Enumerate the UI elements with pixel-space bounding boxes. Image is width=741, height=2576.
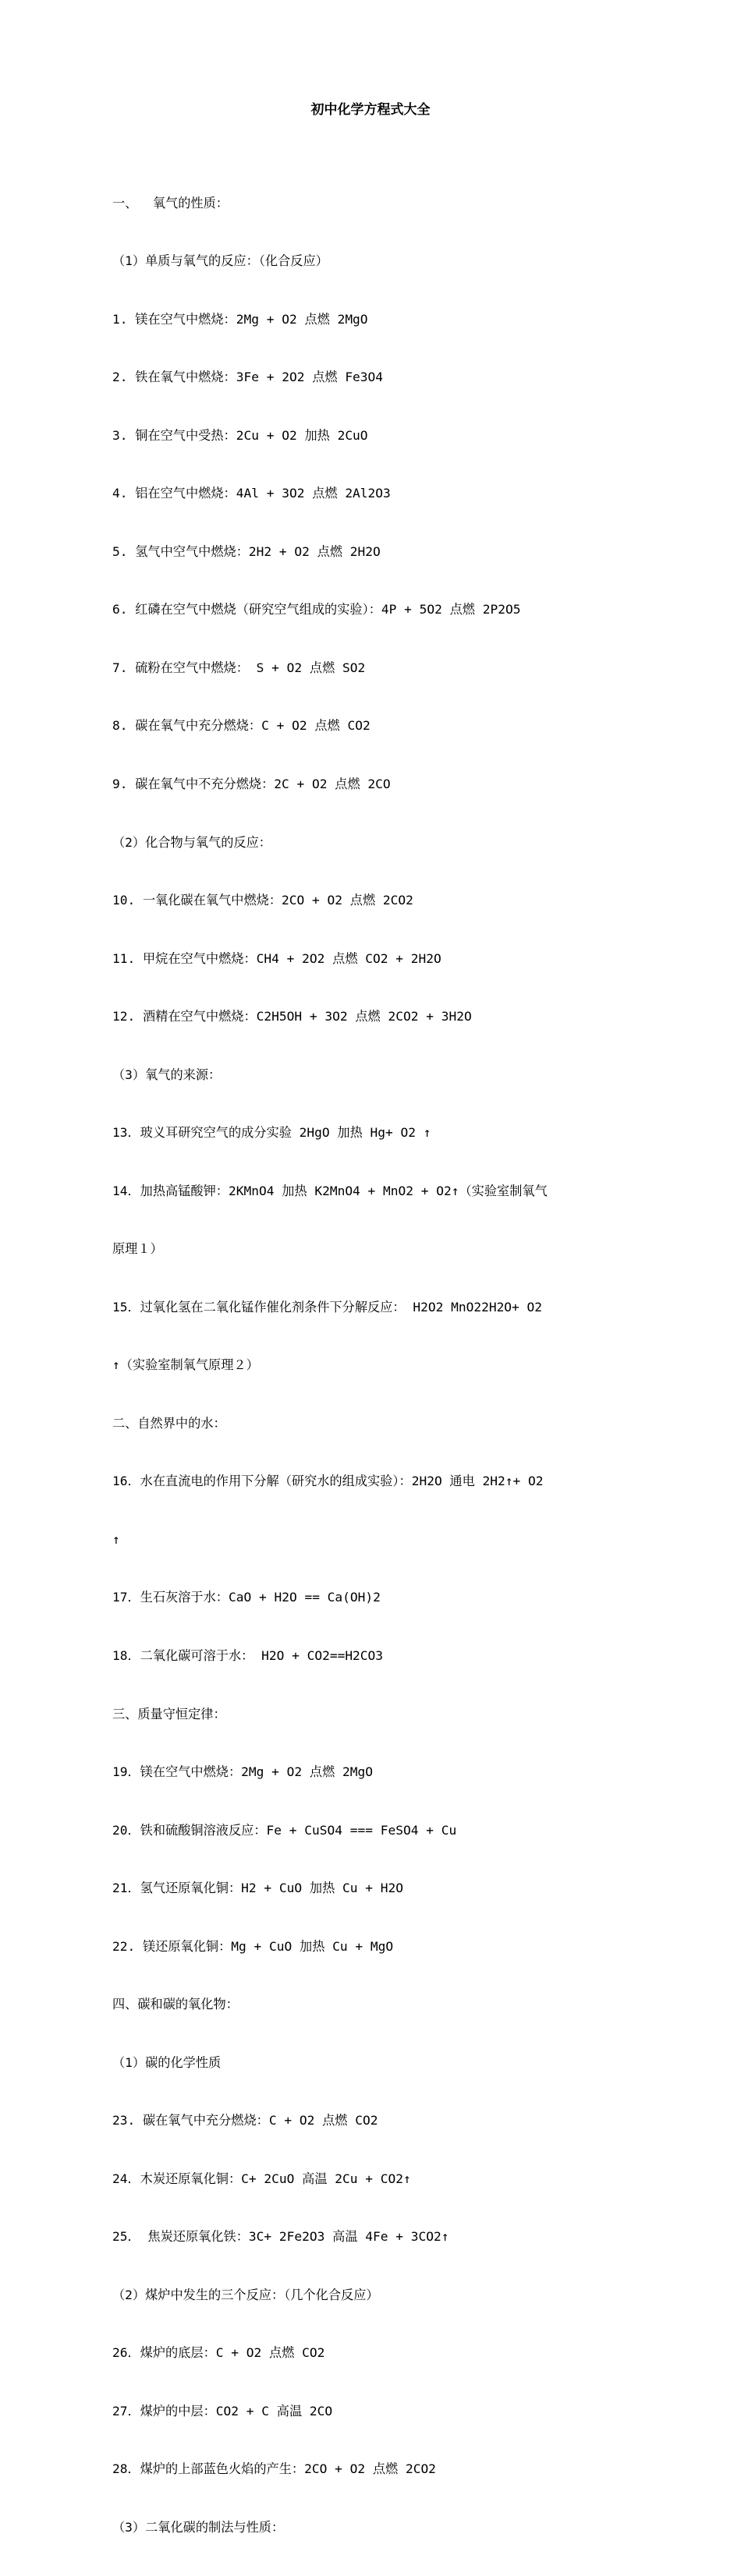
equation-line: 11. 甲烷在空气中燃烧：CH4 + 2O2 点燃 CO2 + 2H2O <box>112 950 441 966</box>
equation-line: 8. 碳在氧气中充分燃烧：C + O2 点燃 CO2 <box>112 718 370 734</box>
equation-line: 14．加热高锰酸钾：2KMnO4 加热 K2MnO4 + MnO2 + O2↑（实验室制氧气 <box>112 1183 548 1198</box>
equation-line: 17．生石灰溶于水：CaO + H2O == Ca(OH)2 <box>112 1590 381 1605</box>
subsection-heading: （1）碳的化学性质 <box>112 2054 222 2070</box>
section-heading-mass-conservation: 三、质量守恒定律： <box>112 1706 226 1721</box>
subsection-heading: （2）煤炉中发生的三个反应：（几个化合反应） <box>112 2287 379 2302</box>
equation-line: 28．煤炉的上部蓝色火焰的产生：2CO + O2 点燃 2CO2 <box>112 2461 436 2477</box>
section-heading-water: 二、自然界中的水： <box>112 1415 226 1431</box>
equation-line: 26．煤炉的底层：C + O2 点燃 CO2 <box>112 2345 325 2361</box>
equation-line: 2. 铁在氧气中燃烧：3Fe + 2O2 点燃 Fe3O4 <box>112 370 384 385</box>
equation-line: 6. 红磷在空气中燃烧（研究空气组成的实验）：4P + 5O2 点燃 2P2O5 <box>112 602 521 617</box>
equation-line: 12. 酒精在空气中燃烧：C2H5OH + 3O2 点燃 2CO2 + 3H2O <box>112 1009 472 1024</box>
equation-line: 23. 碳在氧气中充分燃烧：C + O2 点燃 CO2 <box>112 2113 378 2128</box>
equation-line: 22. 镁还原氧化铜：Mg + CuO 加热 Cu + MgO <box>112 1938 394 1954</box>
subsection-heading: （1）单质与氧气的反应：（化合反应） <box>112 253 328 269</box>
section-heading-oxygen: 一、 氧气的性质： <box>112 195 229 211</box>
equation-line: 10. 一氧化碳在氧气中燃烧：2CO + O2 点燃 2CO2 <box>112 893 413 908</box>
equation-line-continued: ↑ <box>112 1531 120 1547</box>
equation-line: 9. 碳在氧气中不充分燃烧：2C + O2 点燃 2CO <box>112 777 391 791</box>
subsection-heading: （3）氧气的来源： <box>112 1067 222 1082</box>
equation-line: 21．氢气还原氧化铜：H2 + CuO 加热 Cu + H2O <box>112 1881 403 1896</box>
equation-line: 27．煤炉的中层：CO2 + C 高温 2CO <box>112 2403 333 2419</box>
equation-line: 3. 铜在空气中受热：2Cu + O2 加热 2CuO <box>112 427 368 443</box>
subsection-heading: （2）化合物与氧气的反应： <box>112 834 271 850</box>
equation-line: 24．木炭还原氧化铜：C+ 2CuO 高温 2Cu + CO2↑ <box>112 2171 411 2186</box>
equation-line: 7. 硫粉在空气中燃烧： S + O2 点燃 SO2 <box>112 660 366 675</box>
section-heading-carbon: 四、碳和碳的氧化物： <box>112 1997 239 2012</box>
equation-line: 19．镁在空气中燃烧：2Mg + O2 点燃 2MgO <box>112 1764 373 1780</box>
equation-line: 18．二氧化碳可溶于水： H2O + CO2==H2CO3 <box>112 1647 384 1663</box>
equation-line: 13．玻义耳研究空气的成分实验 2HgO 加热 Hg+ O2 ↑ <box>112 1125 431 1141</box>
equation-line-continued: 原理１） <box>112 1241 163 1257</box>
document-title: 初中化学方程式大全 <box>310 102 431 118</box>
equation-line: 5. 氢气中空气中燃烧：2H2 + O2 点燃 2H2O <box>112 543 381 559</box>
equation-line: 1. 镁在空气中燃烧：2Mg + O2 点燃 2MgO <box>112 311 368 327</box>
equation-line: 25． 焦炭还原氧化铁：3C+ 2Fe2O3 高温 4Fe + 3CO2↑ <box>112 2229 449 2245</box>
subsection-heading: （3）二氧化碳的制法与性质： <box>112 2519 285 2535</box>
equation-line: 20．铁和硫酸铜溶液反应：Fe + CuSO4 === FeSO4 + Cu <box>112 1822 457 1838</box>
document-body <box>112 155 643 2576</box>
equation-line: 16．水在直流电的作用下分解（研究水的组成实验）：2H2O 通电 2H2↑+ O2 <box>112 1474 544 1489</box>
equation-line: 4. 铝在空气中燃烧：4Al + 3O2 点燃 2Al2O3 <box>112 486 391 501</box>
equation-line-continued: ↑（实验室制氧气原理２） <box>112 1357 259 1373</box>
equation-line: 15．过氧化氢在二氧化锰作催化剂条件下分解反应： H2O2 MnO22H2O+ O2 <box>112 1299 543 1315</box>
